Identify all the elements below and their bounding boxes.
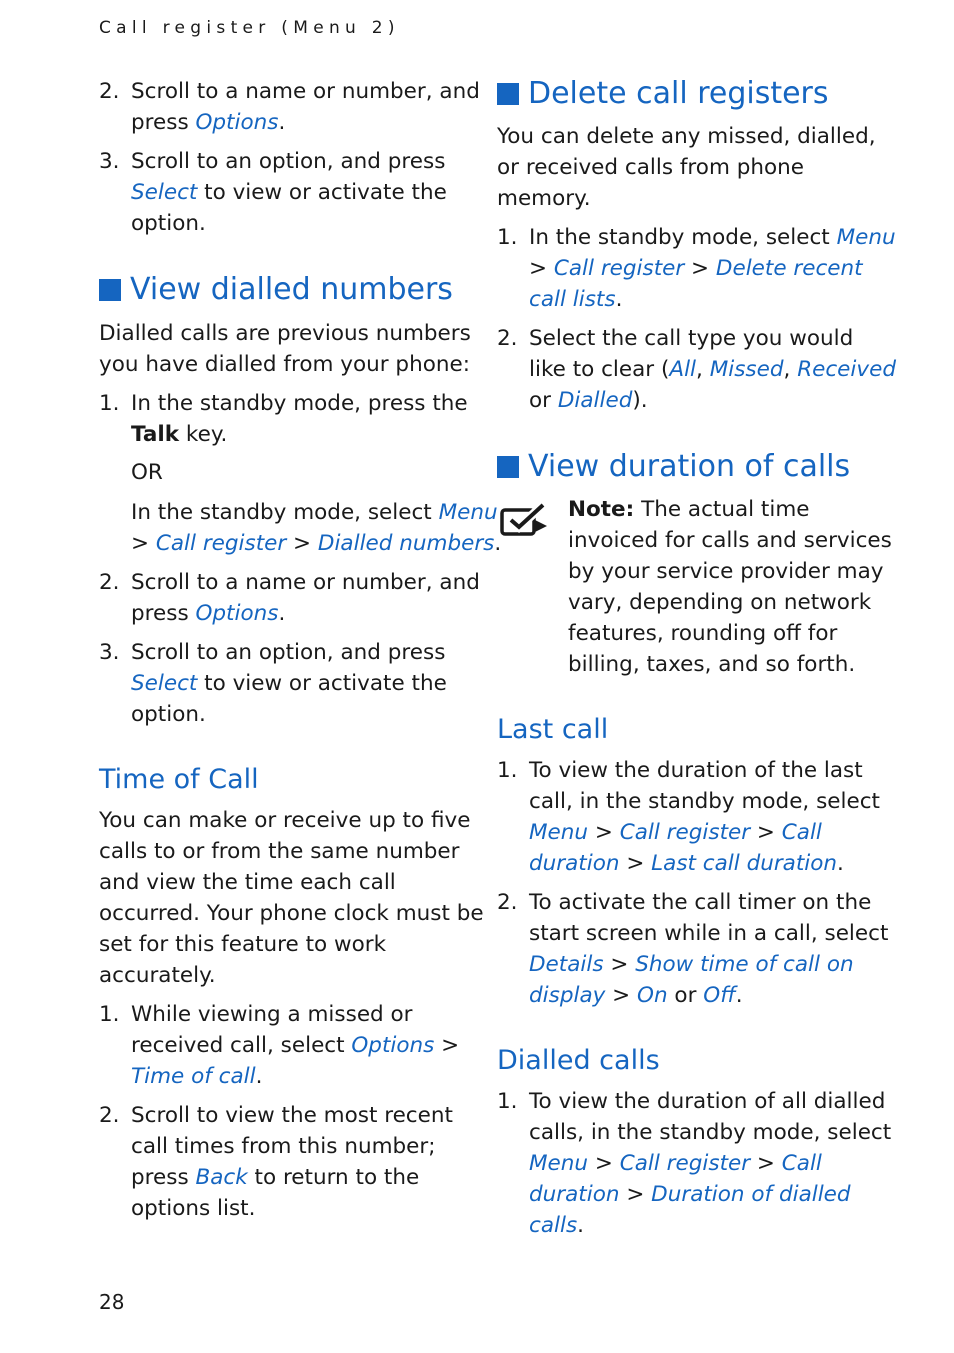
or-label: OR: [131, 460, 163, 485]
duration-of-dialled-calls-link[interactable]: Duration of dialled: [651, 1182, 851, 1207]
select-link[interactable]: Select: [131, 671, 198, 696]
heading-square-icon: [99, 279, 121, 301]
section-paragraph: You can make or receive up to five calls to or from the same number and view the time each call occurred. Your phone clock must be set for this feature to work accurately.: [99, 808, 484, 988]
off-link[interactable]: Off: [703, 983, 736, 1008]
section-heading: Delete call registers: [497, 76, 829, 112]
section-paragraph: You can delete any missed, dialled, or received calls from phone memory.: [497, 124, 876, 211]
page-number: 28: [99, 1290, 125, 1314]
on-link[interactable]: On: [637, 983, 668, 1008]
section-heading: View dialled numbers: [99, 272, 453, 308]
options-link[interactable]: Options: [195, 601, 279, 626]
call-duration-link[interactable]: Call: [781, 820, 822, 845]
delete-recent-link[interactable]: Delete recent: [715, 256, 863, 281]
menu-link[interactable]: Menu: [438, 500, 498, 525]
alternative-step: In the standby mode, select Menu > Call register > Dialled numbers.: [131, 500, 502, 556]
subsection-heading: Time of Call: [99, 764, 259, 795]
call-duration-link[interactable]: duration: [529, 1182, 620, 1207]
last-call-duration-link[interactable]: Last call duration: [651, 851, 838, 876]
all-link[interactable]: All: [669, 357, 697, 382]
call-register-link[interactable]: Call register: [553, 256, 685, 281]
dialled-link[interactable]: Dialled: [557, 388, 633, 413]
section-heading: View duration of calls: [497, 449, 850, 485]
details-link[interactable]: Details: [529, 952, 604, 977]
time-of-call-link[interactable]: Time of call: [131, 1064, 256, 1089]
call-register-link[interactable]: Call register: [155, 531, 287, 556]
options-link[interactable]: Options: [195, 110, 279, 135]
options-link[interactable]: Options: [351, 1033, 435, 1058]
select-link[interactable]: Select: [131, 180, 198, 205]
call-register-link[interactable]: Call register: [619, 820, 751, 845]
dialled-numbers-link[interactable]: Dialled numbers: [317, 531, 495, 556]
section-intro: Dialled calls are previous numbers you have dialled from your phone:: [99, 321, 471, 377]
call-lists-link[interactable]: call lists: [529, 287, 616, 312]
duration-of-dialled-calls-link[interactable]: calls: [529, 1213, 578, 1238]
show-time-of-call-link[interactable]: Show time of call on: [635, 952, 854, 977]
menu-link[interactable]: Menu: [529, 1151, 589, 1176]
talk-key-label: Talk: [131, 422, 180, 447]
call-duration-link[interactable]: duration: [529, 851, 620, 876]
running-header: Call register (Menu 2): [99, 18, 400, 38]
note-text: Note: The actual time invoiced for calls and services by your service provider may vary, depending on network features, rounding off for billing, taxes, and so forth.: [568, 497, 892, 677]
note-icon: [497, 500, 551, 540]
heading-square-icon: [497, 456, 519, 478]
received-link[interactable]: Received: [797, 357, 896, 382]
call-duration-link[interactable]: Call: [781, 1151, 822, 1176]
note-box: [497, 497, 892, 690]
call-register-link[interactable]: Call register: [619, 1151, 751, 1176]
subsection-heading: Last call: [497, 714, 609, 745]
menu-link[interactable]: Menu: [836, 225, 896, 250]
heading-square-icon: [497, 83, 519, 105]
subsection-heading: Dialled calls: [497, 1045, 660, 1076]
missed-link[interactable]: Missed: [709, 357, 784, 382]
back-link[interactable]: Back: [195, 1165, 248, 1190]
show-time-of-call-link[interactable]: display: [529, 983, 606, 1008]
note-label: Note:: [568, 497, 635, 522]
menu-link[interactable]: Menu: [529, 820, 589, 845]
